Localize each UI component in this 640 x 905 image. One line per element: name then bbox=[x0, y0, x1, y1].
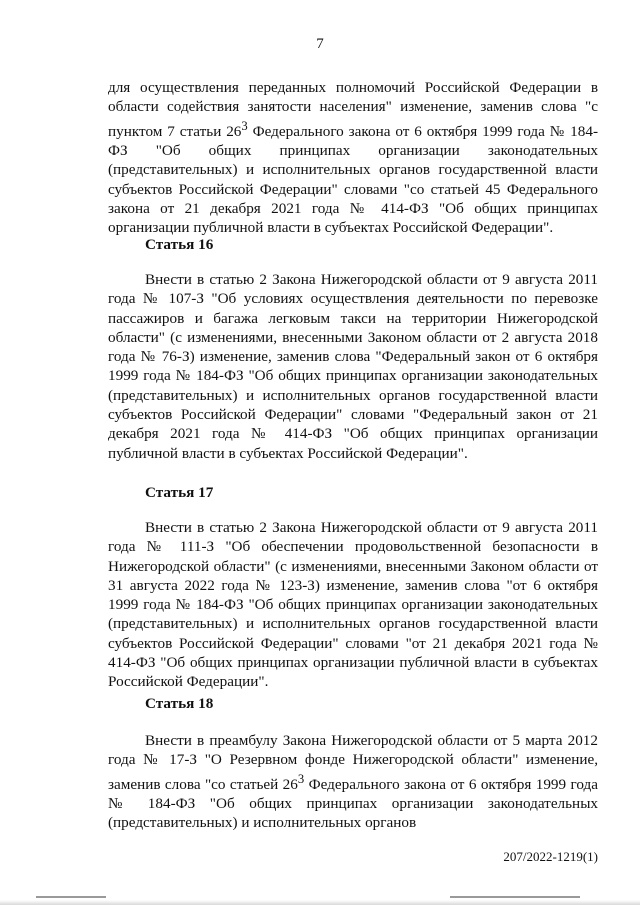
scan-edge bbox=[0, 900, 640, 905]
paragraph-text: Внести в статью 2 Закона Нижегородской области от 9 августа 2011 года № 107-З "Об условиях осуществления деятельности по перевозке пассажиров и багажа легковым такси на территории Нижегородской области" (с изменениями, внесенными Законом области от 2 августа 2018 года № 76-З) изменение, заменив слова "Федеральный закон от 6 октября 1999 года № 184-ФЗ "Об общих принципах организации законодательных (представительных) и исполнительных органов государственной власти субъектов Российской Федерации" словами "Федеральный закон от 21 декабря 2021 года № 414-ФЗ "Об общих принципах организации публичной власти в субъектах Российской Федерации". bbox=[108, 271, 598, 462]
paragraph-text: для осуществления переданных полномочий Российской Федерации в области содействия занятости населения" изменение, заменив слова "с пунктом 7 статьи $26^3$ Федерального закона от 6 октября 1999 года № 184-ФЗ "Об общих принципах организации законодательных (представительных) и исполнительных органов государственной власти субъектов Российской Федерации" словами "со статьей 45 Федерального закона от 21 декабря 2021 года № 414-ФЗ "Об общих принципах организации публичной власти в субъектах Российской Федерации". bbox=[108, 79, 598, 237]
scan-artifact bbox=[450, 896, 580, 898]
article-16-paragraph bbox=[108, 270, 598, 463]
article-17-paragraph bbox=[108, 518, 598, 692]
scan-artifact bbox=[36, 896, 106, 898]
paragraph-text: Внести в статью 2 Закона Нижегородской области от 9 августа 2011 года № 111-З "Об обеспечении продовольственной безопасности в Нижегородской области" (с изменениями, внесенными Законом области от 31 августа 2022 года № 123-З) изменение, заменив слова "от 6 октября 1999 года № 184-ФЗ "Об общих принципах организации законодательных (представительных) и исполнительных органов государственной власти субъектов Российской Федерации" словами "от 21 декабря 2021 года № 414-ФЗ "Об общих принципах организации публичной власти в субъектах Российской Федерации". bbox=[108, 519, 598, 691]
article-heading-17: Статья 17 bbox=[145, 484, 214, 501]
superscript: 3 bbox=[297, 771, 305, 786]
article-18-paragraph bbox=[108, 731, 598, 833]
paragraph-text: Внести в преамбулу Закона Нижегородской области от 5 марта 2012 года № 17-З "О Резервном фонде Нижегородской области" изменение, заменив слова "со статьей $26^3$ Федерального закона от 6 октября 1999 года № 184-ФЗ "Об общих принципах организации законодательных (представительных) и исполнительных органов bbox=[108, 732, 598, 832]
superscript: 3 bbox=[241, 118, 248, 133]
page-number: 7 bbox=[316, 36, 324, 52]
document-code: 207/2022-1219(1) bbox=[503, 849, 598, 864]
continued-paragraph bbox=[108, 78, 598, 237]
article-heading-18: Статья 18 bbox=[145, 695, 214, 712]
article-heading-16: Статья 16 bbox=[145, 236, 214, 253]
